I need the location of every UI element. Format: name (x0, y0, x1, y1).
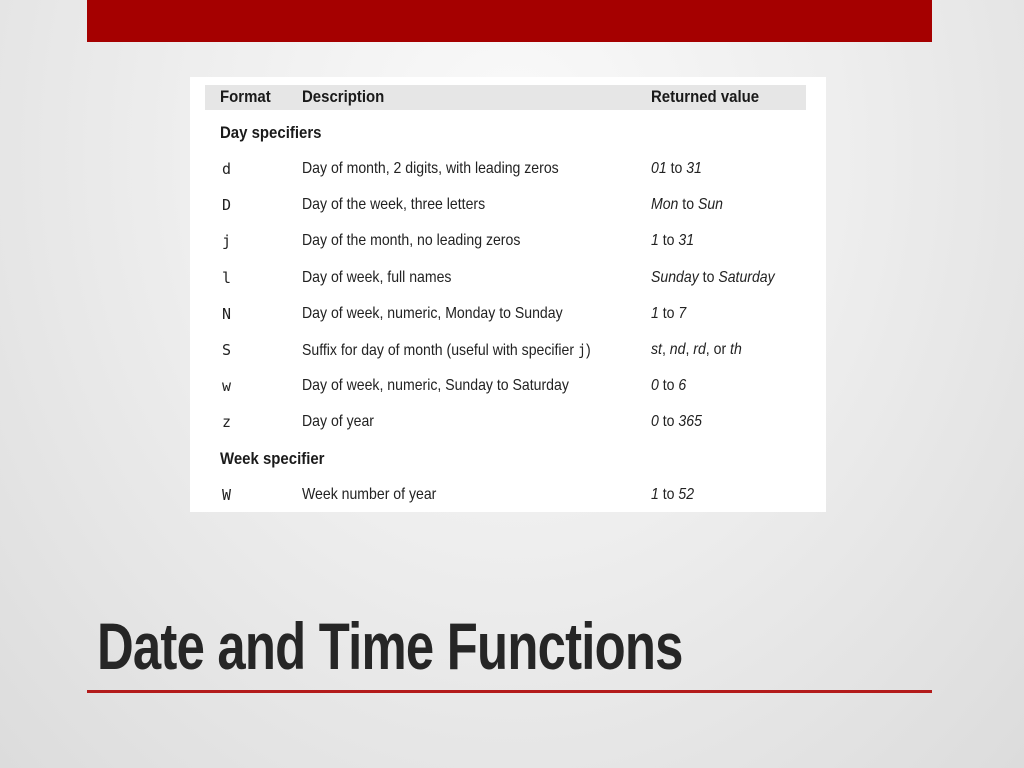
format-table (190, 77, 826, 512)
header-description: Description (302, 87, 385, 106)
slide-title: Date and Time Functions (97, 609, 683, 683)
top-accent-bar (87, 0, 932, 42)
header-format: Format (220, 87, 271, 106)
format-code: d (222, 160, 232, 178)
format-description: Day of week, numeric, Sunday to Saturday (302, 377, 569, 394)
returned-value: 1 to 31 (651, 232, 695, 249)
format-code: l (222, 269, 232, 287)
returned-value: 01 to 31 (651, 160, 702, 177)
title-underline (87, 690, 932, 693)
returned-value: Sunday to Saturday (651, 269, 775, 286)
returned-value: Mon to Sun (651, 196, 724, 213)
format-description: Day of week, numeric, Monday to Sunday (302, 305, 563, 322)
format-code: N (222, 305, 232, 323)
format-code: z (222, 413, 232, 431)
section-label: Week specifier (220, 449, 325, 468)
format-code: W (222, 486, 232, 504)
section-label: Day specifiers (220, 123, 322, 142)
format-description: Week number of year (302, 486, 437, 503)
format-code: D (222, 196, 232, 214)
returned-value: st, nd, rd, or th (651, 341, 742, 358)
format-description: Day of week, full names (302, 269, 452, 286)
returned-value: 1 to 52 (651, 486, 695, 503)
format-description: Day of month, 2 digits, with leading zeros (302, 160, 559, 177)
format-description: Day of year (302, 413, 374, 430)
header-returned-value: Returned value (651, 87, 760, 106)
format-description: Suffix for day of month (useful with specifier j) (302, 341, 591, 359)
format-code: j (222, 232, 232, 250)
format-code: S (222, 341, 232, 359)
returned-value: 0 to 365 (651, 413, 702, 430)
format-description: Day of the month, no leading zeros (302, 232, 521, 249)
format-code: w (222, 377, 232, 395)
format-description: Day of the week, three letters (302, 196, 486, 213)
returned-value: 0 to 6 (651, 377, 687, 394)
returned-value: 1 to 7 (651, 305, 687, 322)
